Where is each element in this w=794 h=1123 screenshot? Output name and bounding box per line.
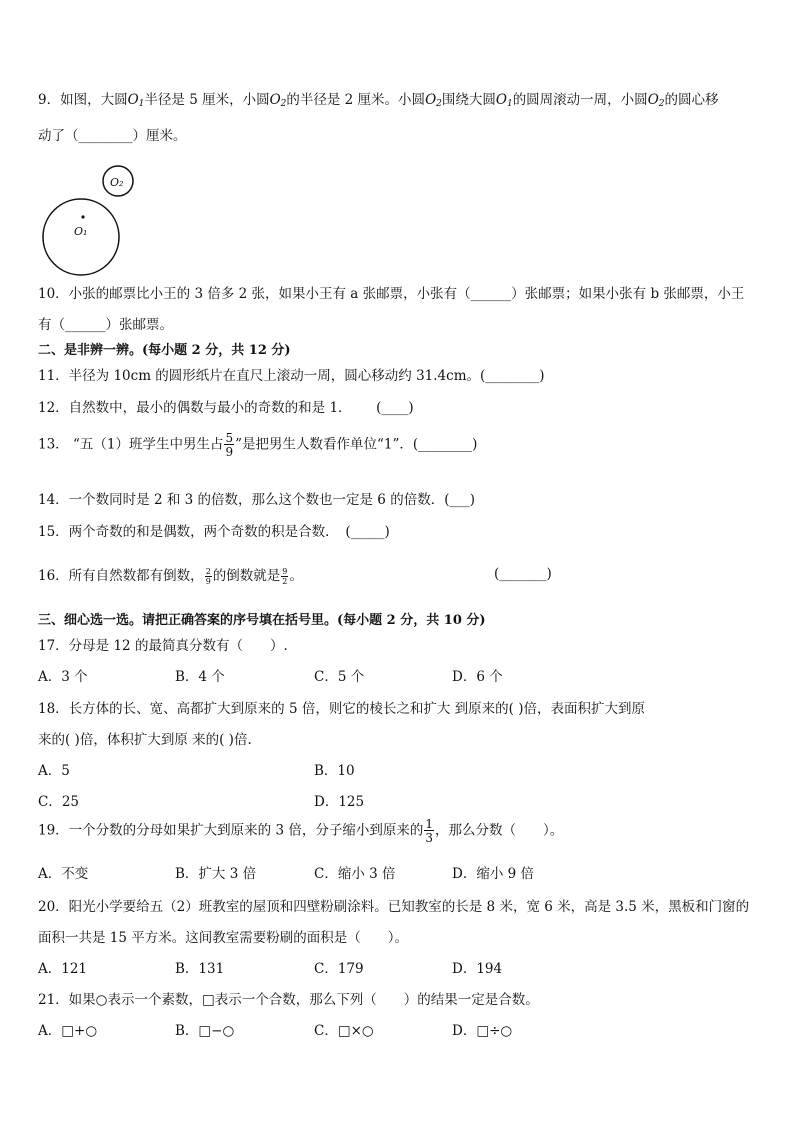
q13-denominator: 9	[225, 445, 234, 459]
q10-line1: 10．小张的邮票比小王的 3 倍多 2 张，如果小王有 a 张邮票，小张有（______）张邮票；如果小张有 b 张邮票，小王	[38, 286, 745, 302]
q19-fraction	[424, 818, 434, 844]
q13-numerator: 5	[225, 431, 234, 445]
q20-line1: 20．阳光小学要给五（2）班教室的屋顶和四壁粉刷涂料。已知教室的长是 8 米，宽 6 米，高是 3.5 米，黑板和门窗的	[38, 899, 750, 915]
q9-text-b: 半径是 5 厘米，小圆	[144, 92, 270, 108]
q16-f2-den: 2	[282, 576, 288, 586]
q21-stem: 21．如果○表示一个素数，□表示一个合数，那么下列（ ）的结果一定是合数。	[38, 992, 539, 1008]
o1-symbol: $O_1$	[127, 92, 145, 109]
q21-option-d[interactable]: D．□÷○	[452, 1023, 513, 1039]
q19-option-c[interactable]: C．缩小 3 倍	[314, 866, 396, 882]
q16-middle: 的倒数就是	[212, 568, 281, 584]
q21-option-b[interactable]: B．□−○	[175, 1023, 235, 1039]
q9-text-a: 9．如图，大圆	[38, 92, 128, 108]
q17-option-d[interactable]: D．6 个	[452, 669, 503, 685]
q19-denominator: 3	[425, 831, 433, 845]
q15: 15．两个奇数的和是偶数，两个奇数的积是合数． (_____)	[38, 524, 390, 540]
q18-option-b[interactable]: B．10	[314, 763, 355, 779]
q13	[38, 432, 477, 458]
big-circle-label: O₁	[74, 225, 88, 238]
q9-text-c: 的半径是 2 厘米。小圆	[286, 92, 426, 108]
q16-prefix: 16．所有自然数都有倒数，	[38, 568, 204, 584]
q21-option-c[interactable]: C．□×○	[314, 1023, 374, 1039]
section2-heading: 二、是非辨一辨。(每小题 2 分，共 12 分)	[38, 343, 291, 358]
q16-f1-num: 2	[205, 566, 211, 576]
q18-line1: 18．长方体的长、宽、高都扩大到原来的 5 倍，则它的棱长之和扩大 到原来的( )倍，表面积扩大到原	[38, 701, 645, 717]
q9-line2: 动了（________）厘米。	[38, 128, 187, 144]
q13-prefix: 13． “五（1）班学生中男生占	[38, 436, 224, 453]
q16	[38, 564, 303, 586]
section3-heading: 三、细心选一选。请把正确答案的序号填在括号里。(每小题 2 分，共 10 分)	[38, 613, 486, 628]
o2-symbol: $O_2$	[269, 92, 287, 109]
q21-option-a[interactable]: A．□+○	[38, 1023, 98, 1039]
q19-option-a[interactable]: A．不变	[38, 866, 89, 882]
q16-blank: (_______)	[494, 566, 552, 582]
q19-stem	[38, 818, 563, 844]
q18-line2: 来的( )倍，体积扩大到原 来的( )倍.	[38, 732, 252, 748]
q17-option-b[interactable]: B．4 个	[175, 669, 225, 685]
q13-suffix: ”是把男生人数看作单位“1”．(________)	[235, 436, 478, 453]
q20-line2: 面积一共是 15 平方米。这间教室需要粉刷的面积是（ ）。	[38, 930, 409, 946]
q9-text-f: 的圆心移	[664, 92, 719, 108]
q19-suffix: ，那么分数（ ）。	[435, 822, 564, 839]
q18-option-c[interactable]: C．25	[38, 794, 80, 810]
q9-line1	[38, 88, 719, 109]
q19-prefix: 19．一个分数的分母如果扩大到原来的 3 倍，分子缩小到原来的	[38, 822, 424, 839]
q13-fraction	[224, 432, 234, 458]
q16-suffix: 。	[289, 568, 303, 584]
o1-symbol: $O_1$	[495, 92, 513, 109]
o2-symbol: $O_2$	[425, 92, 442, 109]
small-circle-label: O₂	[110, 176, 124, 189]
q17-option-c[interactable]: C．5 个	[314, 669, 365, 685]
q18-option-a[interactable]: A．5	[38, 763, 70, 779]
q14: 14．一个数同时是 2 和 3 的倍数，那么这个数也一定是 6 的倍数．(___)	[38, 492, 475, 508]
q11: 11．半径为 10cm 的圆形纸片在直尺上滚动一周，圆心移动约 31.4cm。(________)	[38, 368, 545, 384]
q20-option-c[interactable]: C．179	[314, 961, 364, 977]
q10-line2: 有（______）张邮票。	[38, 317, 173, 333]
q16-f2-num: 9	[282, 566, 288, 576]
q20-option-b[interactable]: B．131	[175, 961, 225, 977]
q16-f1-den: 9	[205, 576, 211, 586]
big-circle-center	[81, 215, 84, 218]
circles-figure	[38, 160, 148, 290]
q18-option-d[interactable]: D．125	[314, 794, 365, 810]
q20-option-a[interactable]: A．121	[38, 961, 88, 977]
q17-option-a[interactable]: A．3 个	[38, 669, 88, 685]
q12: 12．自然数中，最小的偶数与最小的奇数的和是 1． (____)	[38, 400, 414, 416]
q19-option-b[interactable]: B．扩大 3 倍	[175, 866, 257, 882]
q20-option-d[interactable]: D．194	[452, 961, 503, 977]
q9-text-e: 的圆周滚动一周，小圆	[512, 92, 648, 108]
q16-fraction-2	[281, 568, 288, 586]
o2-symbol: $O_2$	[647, 92, 665, 109]
q19-numerator: 1	[425, 817, 433, 831]
q16-fraction-1	[205, 568, 212, 586]
q9-text-d: 围绕大圆	[441, 92, 496, 108]
q19-option-d[interactable]: D．缩小 9 倍	[452, 866, 534, 882]
q17-stem: 17．分母是 12 的最简真分数有（ ）.	[38, 638, 288, 654]
